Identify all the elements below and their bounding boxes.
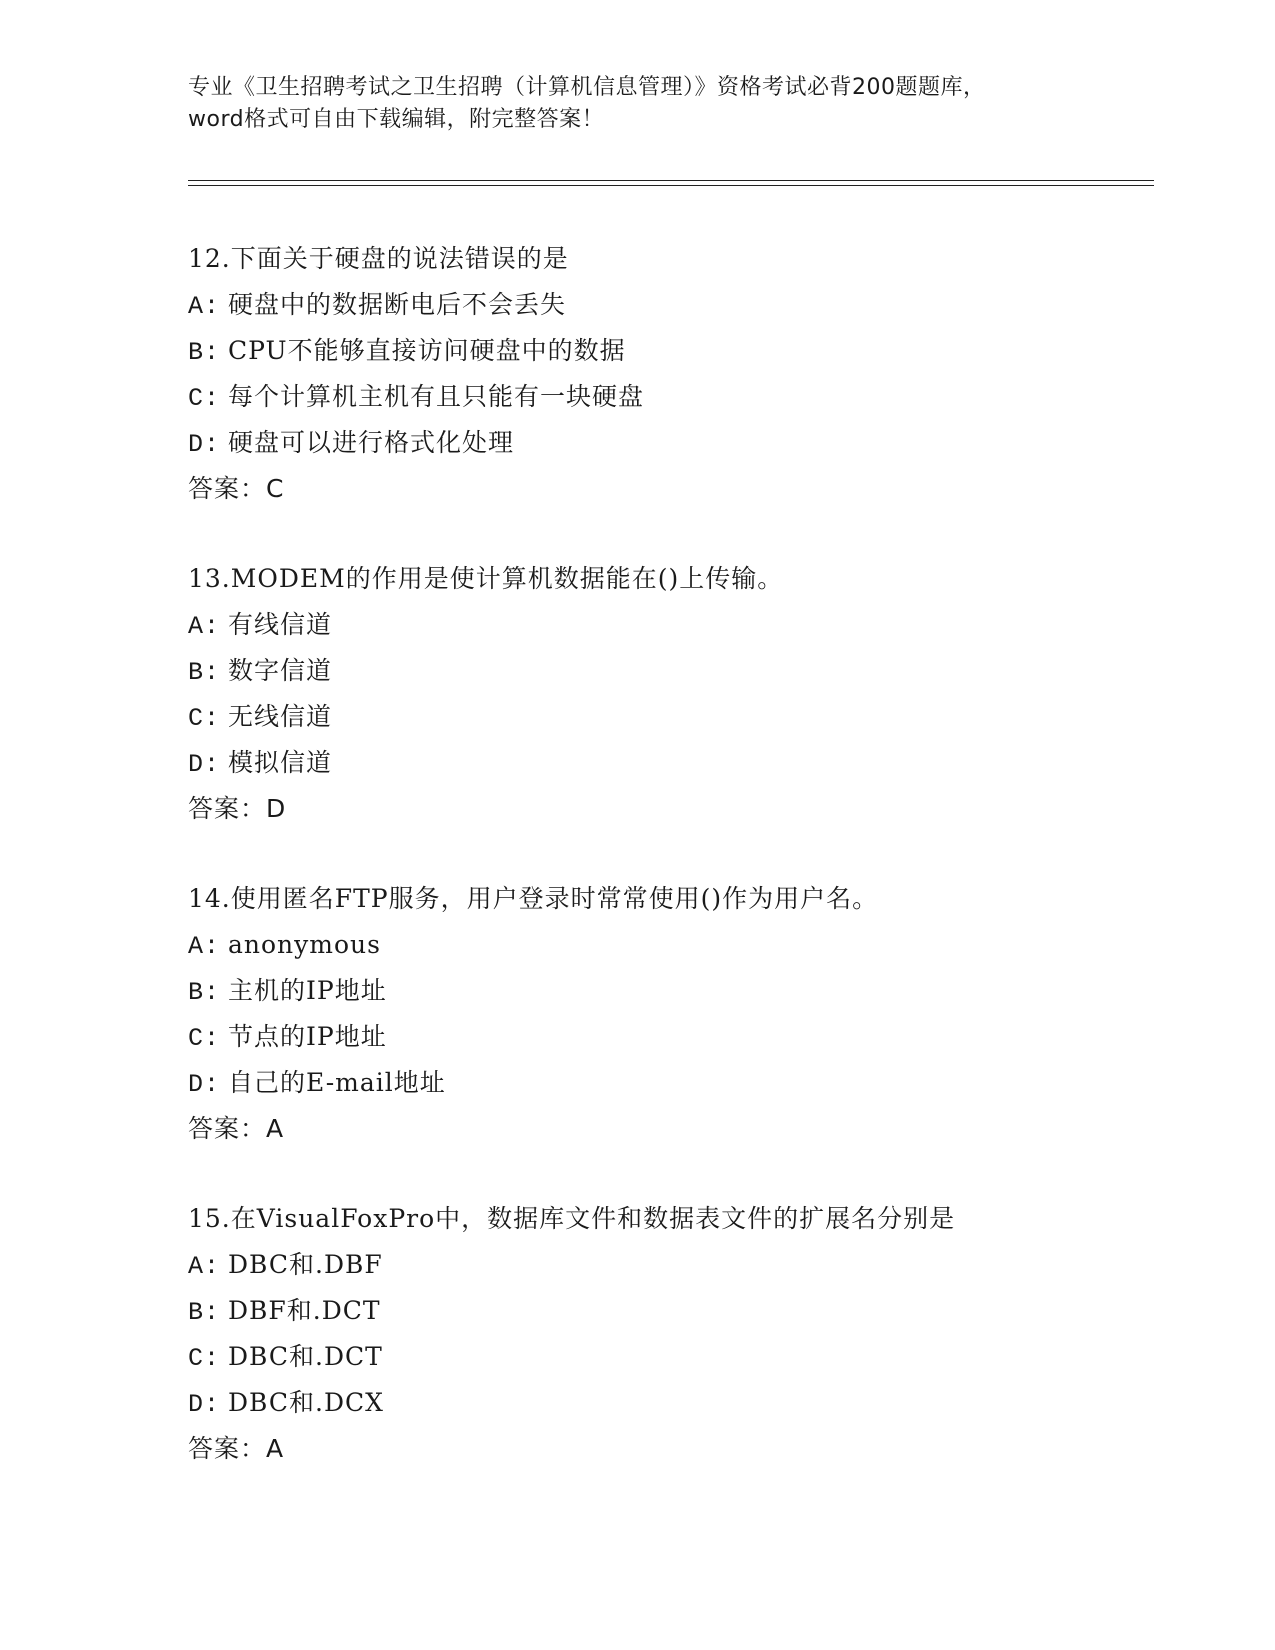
option-d bbox=[188, 1380, 1148, 1426]
option-letter: C: bbox=[188, 704, 221, 733]
option-b bbox=[188, 968, 1148, 1014]
option-text: DBF和.DCT bbox=[228, 1296, 381, 1325]
answer-line: 答案：A bbox=[188, 1434, 285, 1463]
answer-line: 答案：C bbox=[188, 474, 285, 503]
option-text: 节点的IP地址 bbox=[228, 1022, 387, 1051]
option-letter: C: bbox=[188, 1024, 221, 1053]
option-text: 有线信道 bbox=[228, 610, 333, 639]
option-b bbox=[188, 648, 1148, 694]
option-text: 数字信道 bbox=[228, 656, 333, 685]
question-14 bbox=[188, 876, 1148, 1152]
question-15 bbox=[188, 1196, 1148, 1472]
option-text: 每个计算机主机有且只能有一块硬盘 bbox=[228, 382, 645, 411]
option-letter: D: bbox=[188, 750, 221, 779]
document-header bbox=[188, 72, 1088, 136]
option-text: 主机的IP地址 bbox=[228, 976, 387, 1005]
option-letter: B: bbox=[188, 978, 221, 1007]
question-stem: 15.在VisualFoxPro中，数据库文件和数据表文件的扩展名分别是 bbox=[188, 1204, 956, 1233]
header-divider bbox=[188, 180, 1154, 186]
option-text: 自己的E-mail地址 bbox=[228, 1068, 446, 1097]
question-list bbox=[188, 236, 1148, 1516]
option-c bbox=[188, 1014, 1148, 1060]
option-b bbox=[188, 328, 1148, 374]
option-letter: D: bbox=[188, 1070, 221, 1099]
option-text: DBC和.DCX bbox=[228, 1388, 384, 1417]
option-letter: A: bbox=[188, 612, 221, 641]
option-d bbox=[188, 740, 1148, 786]
option-text: DBC和.DCT bbox=[228, 1342, 383, 1371]
option-letter: C: bbox=[188, 1344, 221, 1373]
question-12 bbox=[188, 236, 1148, 512]
question-stem: 13.MODEM的作用是使计算机数据能在()上传输。 bbox=[188, 564, 784, 593]
option-a bbox=[188, 602, 1148, 648]
header-line-2: word格式可自由下载编辑，附完整答案！ bbox=[188, 107, 605, 132]
option-letter: A: bbox=[188, 932, 221, 961]
option-c bbox=[188, 374, 1148, 420]
option-d bbox=[188, 420, 1148, 466]
option-text: CPU不能够直接访问硬盘中的数据 bbox=[228, 336, 626, 365]
option-a bbox=[188, 1242, 1148, 1288]
option-text: DBC和.DBF bbox=[228, 1250, 383, 1279]
option-text: 无线信道 bbox=[228, 702, 333, 731]
option-a bbox=[188, 922, 1148, 968]
option-text: 模拟信道 bbox=[228, 748, 333, 777]
question-stem: 12.下面关于硬盘的说法错误的是 bbox=[188, 244, 569, 273]
option-text: anonymous bbox=[228, 930, 381, 959]
option-letter: B: bbox=[188, 658, 221, 687]
option-letter: A: bbox=[188, 1252, 221, 1281]
answer-line: 答案：D bbox=[188, 794, 287, 823]
option-letter: D: bbox=[188, 430, 221, 459]
option-text: 硬盘中的数据断电后不会丢失 bbox=[228, 290, 567, 319]
question-stem: 14.使用匿名FTP服务，用户登录时常常使用()作为用户名。 bbox=[188, 884, 879, 913]
option-a bbox=[188, 282, 1148, 328]
option-text: 硬盘可以进行格式化处理 bbox=[228, 428, 515, 457]
option-letter: B: bbox=[188, 1298, 221, 1327]
option-letter: A: bbox=[188, 292, 221, 321]
question-13 bbox=[188, 556, 1148, 832]
option-c bbox=[188, 694, 1148, 740]
header-line-1: 专业《卫生招聘考试之卫生招聘（计算机信息管理）》资格考试必背200题题库， bbox=[188, 75, 986, 100]
option-b bbox=[188, 1288, 1148, 1334]
option-letter: B: bbox=[188, 338, 221, 367]
answer-line: 答案：A bbox=[188, 1114, 285, 1143]
option-letter: C: bbox=[188, 384, 221, 413]
option-c bbox=[188, 1334, 1148, 1380]
option-letter: D: bbox=[188, 1390, 221, 1419]
option-d bbox=[188, 1060, 1148, 1106]
